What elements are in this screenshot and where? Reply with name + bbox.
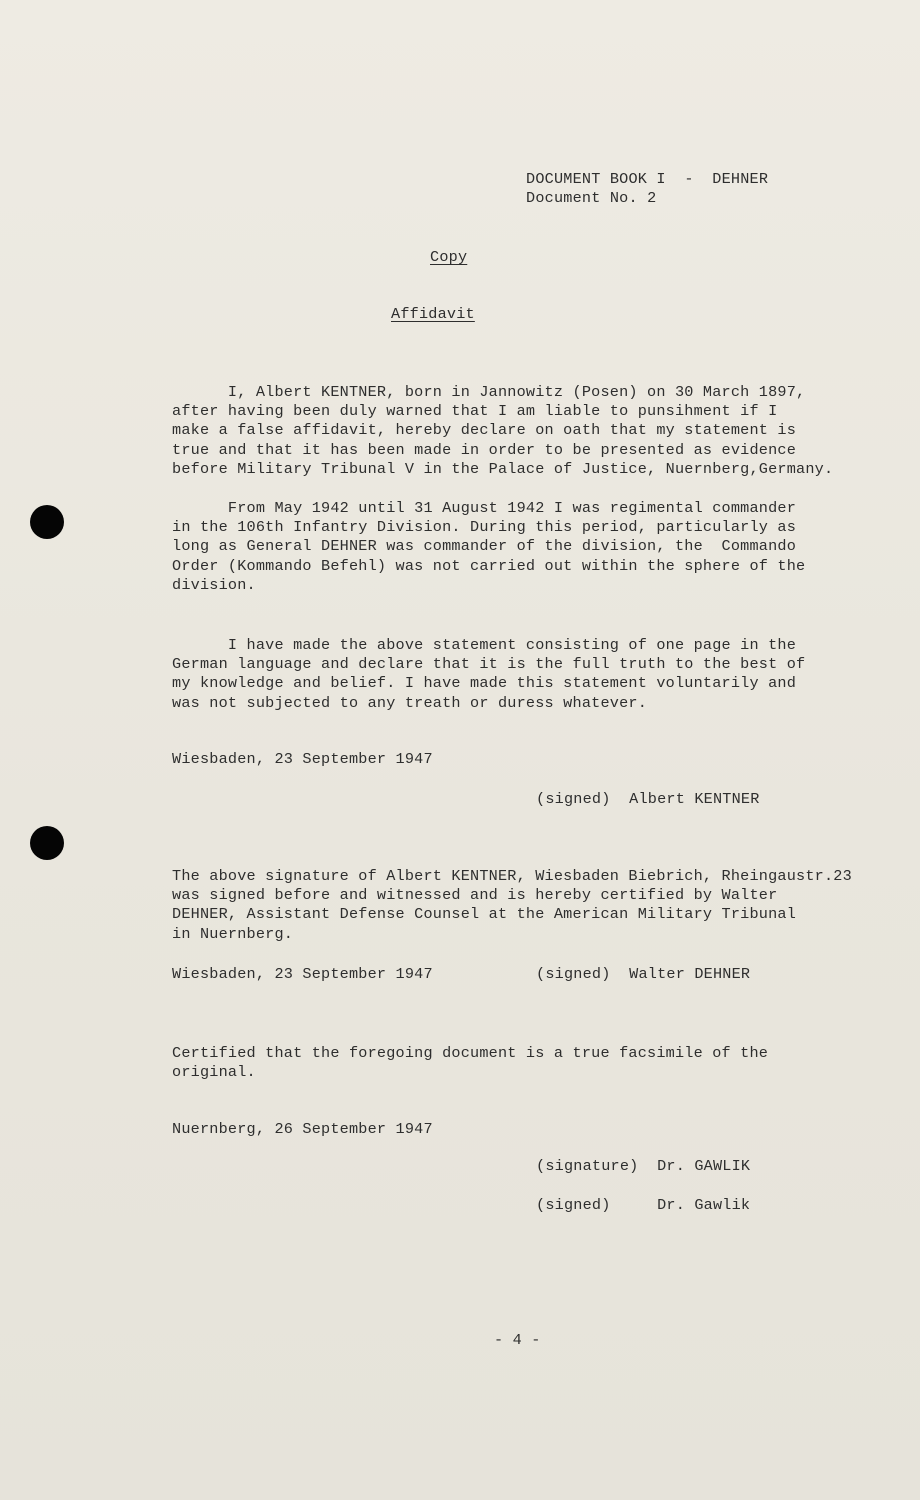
punch-hole-bottom <box>30 826 64 860</box>
page-number: - 4 - <box>494 1331 541 1349</box>
paragraph-statement: From May 1942 until 31 August 1942 I was regimental commander in the 106th Infantry Division. During this period, particularly as long as General DEHNER was commander of the division, the Commando Order (Kommando Befehl) was not carried out within the sphere of the division. <box>172 499 806 594</box>
copy-label: Copy <box>430 248 468 266</box>
header-document-number: Document No. 2 <box>526 189 657 208</box>
punch-hole-top <box>30 505 64 539</box>
place-date-affiant: Wiesbaden, 23 September 1947 <box>172 750 433 768</box>
document-title: Affidavit <box>391 305 475 323</box>
signature-certifier: (signature) Dr. GAWLIK <box>536 1157 751 1175</box>
signature-affiant: (signed) Albert KENTNER <box>536 790 760 808</box>
header-book-line: DOCUMENT BOOK I - DEHNER <box>526 170 769 188</box>
certification-witness: The above signature of Albert KENTNER, Wiesbaden Biebrich, Rheingaustr.23 was signed before and witnessed and is hereby certified by Walter DEHNER, Assistant Defense Counsel at the American Military Tribunal in Nuernberg. <box>172 867 852 943</box>
place-date-witness: Wiesbaden, 23 September 1947 <box>172 965 433 983</box>
certification-facsimile: Certified that the foregoing document is a true facsimile of the original. <box>172 1044 769 1082</box>
paragraph-oath: I, Albert KENTNER, born in Jannowitz (Posen) on 30 March 1897, after having been duly warned that I am liable to punsihment if I make a false affidavit, hereby declare on oath that my statement is true and that it has been made in order to be presented as evidence before Military Tribunal V in the Palace of Justice, Nuernberg,Germany. <box>172 383 834 478</box>
signature-witness: (signed) Walter DEHNER <box>536 965 751 983</box>
paragraph-declaration: I have made the above statement consisting of one page in the German language and declare that it is the full truth to the best of my knowledge and belief. I have made this statement voluntarily and was not subjected to any treath or duress whatever. <box>172 636 806 712</box>
signed-certifier: (signed) Dr. Gawlik <box>536 1196 751 1214</box>
place-date-certifier: Nuernberg, 26 September 1947 <box>172 1120 433 1138</box>
document-header <box>526 170 768 208</box>
